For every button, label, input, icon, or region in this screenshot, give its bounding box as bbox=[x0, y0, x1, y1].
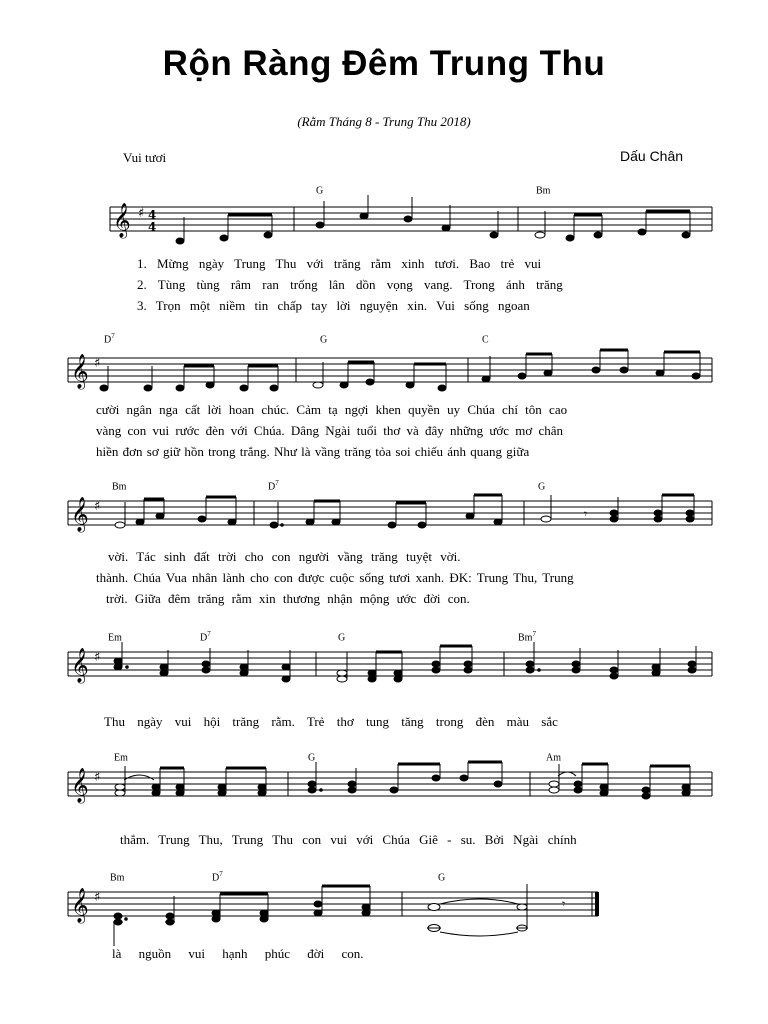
treble-clef-icon: 𝄞 bbox=[71, 497, 89, 532]
svg-text:♯: ♯ bbox=[94, 356, 101, 371]
chord-symbol: Em bbox=[108, 632, 122, 644]
chord-symbol: $D^7$ bbox=[268, 479, 279, 493]
treble-clef-icon: 𝄞 bbox=[71, 888, 89, 923]
song-title: Rộn Ràng Đêm Trung Thu bbox=[162, 44, 606, 83]
lyric-verse-1: 1. Mừng ngày Trung Thu với trăng rằm xinh tươi. Bao trẻ vui bbox=[137, 256, 542, 271]
chord-symbol: $D^7$ bbox=[212, 870, 223, 884]
lyric-line: Thu ngày vui hội trăng rằm. Trẻ thơ tung tăng trong đèn màu sắc bbox=[104, 714, 558, 729]
svg-text:♯: ♯ bbox=[94, 890, 101, 905]
chord-symbol: Em bbox=[114, 752, 128, 764]
song-subtitle: (Rằm Tháng 8 - Trung Thu 2018) bbox=[297, 114, 471, 129]
treble-clef-icon: 𝄞 bbox=[113, 203, 131, 238]
music-system-6 bbox=[0, 866, 768, 976]
svg-text:♯: ♯ bbox=[94, 499, 101, 514]
music-system-1 bbox=[0, 185, 768, 325]
chord-symbol: G bbox=[308, 752, 316, 764]
svg-text:𝄾: 𝄾 bbox=[584, 507, 588, 521]
treble-clef-icon: 𝄞 bbox=[71, 648, 89, 683]
lyric-verse-1: cười ngân nga cất lời hoan chúc. Cảm tạ ngợi khen quyền uy Chúa chí tôn cao bbox=[96, 402, 568, 417]
music-system-5 bbox=[0, 746, 768, 856]
svg-text:♯: ♯ bbox=[138, 206, 145, 221]
chord-symbol: Bm bbox=[112, 481, 127, 493]
chord-symbol: Bm bbox=[110, 872, 125, 884]
chord-symbol: $D^7$ bbox=[104, 332, 115, 346]
music-system-2 bbox=[0, 330, 768, 470]
lyric-verse-2: 2. Tùng tùng râm ran trống lân dồn vọng vang. Trong ánh trăng bbox=[137, 277, 563, 292]
lyric-line: là nguồn vui hạnh phúc đời con. bbox=[112, 946, 364, 961]
lyric-line: thắm. Trung Thu, Trung Thu con vui với Chúa Giê - su. Bởi Ngài chính bbox=[120, 832, 577, 847]
svg-text:♯: ♯ bbox=[94, 770, 101, 785]
composer-name: Dấu Chân bbox=[620, 148, 684, 164]
lyric-verse-3: hiền đơn sơ giữ hồn trong trắng. Như là vầng trăng tỏa soi chiếu ánh quang giữa bbox=[96, 444, 530, 459]
lyric-verse-3: trời. Giữa đêm trăng rằm xin thương nhận mộng ước đời con. bbox=[106, 591, 470, 606]
svg-text:♯: ♯ bbox=[94, 650, 101, 665]
chord-symbol: Bm bbox=[536, 185, 551, 197]
chord-symbol: G bbox=[438, 872, 446, 884]
chord-symbol: G bbox=[338, 632, 346, 644]
chord-symbol: G bbox=[316, 185, 324, 197]
music-system-3 bbox=[0, 475, 768, 615]
chord-symbol: Bm$^7$ bbox=[518, 630, 536, 644]
final-barline bbox=[595, 892, 599, 916]
chord-symbol: G bbox=[320, 334, 328, 346]
lyric-verse-1: vời. Tác sinh đất trời cho con người vầng trăng tuyệt vời. bbox=[108, 549, 461, 564]
lyric-verse-3: 3. Trọn một niềm tin chấp tay lời nguyện xin. Vui sống ngoan bbox=[137, 298, 530, 313]
chord-symbol: $D^7$ bbox=[200, 630, 211, 644]
music-system-4 bbox=[0, 626, 768, 736]
tempo-marking: Vui tươi bbox=[123, 150, 167, 165]
chord-symbol: C bbox=[482, 334, 489, 346]
treble-clef-icon: 𝄞 bbox=[71, 354, 89, 389]
lyric-verse-2: vàng con vui rước đèn với Chúa. Dâng Ngài tuổi thơ và đây những ước mơ chân bbox=[96, 423, 564, 438]
treble-clef-icon: 𝄞 bbox=[71, 768, 89, 803]
chord-symbol: Am bbox=[546, 752, 561, 764]
chord-symbol: G bbox=[538, 481, 546, 493]
svg-text:4: 4 bbox=[148, 220, 157, 234]
svg-text:4: 4 bbox=[148, 208, 157, 222]
svg-text:𝄾: 𝄾 bbox=[562, 897, 566, 911]
lyric-verse-2: thành. Chúa Vua nhân lành cho con được cuộc sống tươi xanh. ĐK: Trung Thu, Trung bbox=[96, 570, 574, 585]
